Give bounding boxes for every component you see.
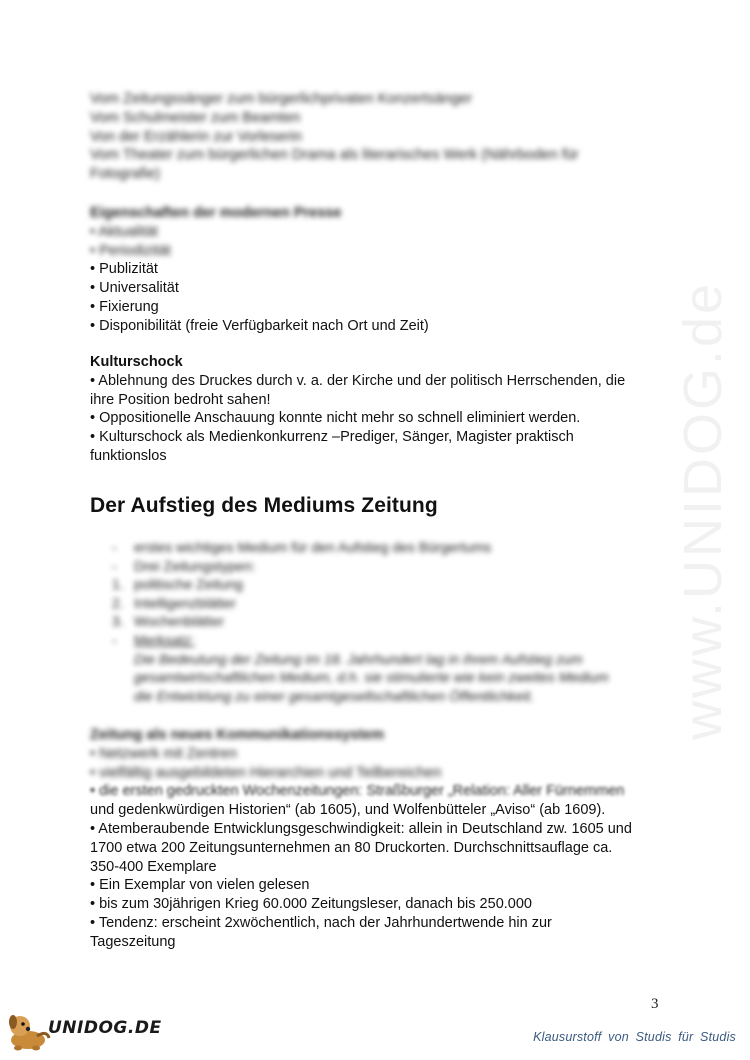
kommunikation-line: • Netzwerk mit Zentren	[90, 745, 237, 762]
presse-heading: Eigenschaften der modernen Presse	[90, 205, 342, 221]
list-marker: -	[112, 539, 117, 555]
unidog-logo[interactable]	[6, 1010, 162, 1052]
presse-item: • Publizität	[90, 261, 158, 278]
intro-line: Von der Erzählerin zur Vorleserin	[90, 128, 302, 145]
intro-line: Vom Theater zum bürgerlichen Drama als literarisches Werk (Nährboden für	[90, 147, 579, 164]
kulturschock-section	[90, 353, 670, 466]
presse-item: • Universalität	[90, 280, 179, 297]
section-heading: Der Aufstieg des Mediums Zeitung	[90, 494, 438, 517]
dog-icon	[6, 1010, 52, 1052]
kommunikation-line: • Tendenz: erscheint 2xwöchentlich, nach der Jahrhundertwende hin zur	[90, 914, 552, 931]
kulturschock-line: ihre Position bedroht sahen!	[90, 391, 271, 408]
kommunikation-line: Tageszeitung	[90, 933, 176, 950]
list-text: erstes wichtiges Medium für den Aufstieg des Bürgertums	[134, 539, 492, 555]
watermark-text: www.UNIDOG.de	[673, 280, 733, 740]
list-item	[112, 631, 632, 650]
list-item	[112, 594, 632, 613]
list-text: Merksatz:	[134, 631, 195, 648]
merksatz-line: gesamtwirtschaftlichen Medium, d.h. sie stimulierte wie kein zweites Medium	[134, 669, 609, 686]
list-text: Intelligenzblätter	[134, 594, 236, 611]
presse-item: • Fixierung	[90, 298, 159, 315]
list-text: politische Zeitung	[134, 576, 243, 593]
list-marker: -	[112, 557, 117, 574]
intro-paragraph	[90, 90, 670, 184]
intro-line: Vom Zeitungssänger zum bürgerlichprivaten Konzertsänger	[90, 91, 473, 107]
logo-text: UNIDOG.DE	[48, 1018, 162, 1038]
kulturschock-heading: Kulturschock	[90, 354, 183, 370]
footer-slogan: Klausurstoff von Studis für Studis	[533, 1030, 736, 1044]
merksatz-line: Die Bedeutung der Zeitung im 18. Jahrhundert lag in ihrem Aufstieg zum	[134, 650, 583, 667]
kommunikation-line: • vielfältig ausgebildeten Hierarchien und Teilbereichen	[90, 764, 442, 781]
aufstieg-list	[112, 538, 632, 705]
list-marker: 3.	[112, 613, 124, 630]
intro-line: Vom Schulmeister zum Beamten	[90, 109, 301, 126]
kommunikation-line: • die ersten gedruckten Wochenzeitungen: Straßburger „Relation: Aller Fürnemmen	[90, 783, 625, 800]
list-marker: -	[112, 631, 117, 648]
kommunikation-line: • bis zum 30jährigen Krieg 60.000 Zeitungsleser, danach bis 250.000	[90, 896, 532, 913]
kulturschock-line: • Kulturschock als Medienkonkurrenz –Prediger, Sänger, Magister praktisch	[90, 429, 574, 446]
list-item	[112, 538, 632, 557]
kulturschock-line: • Ablehnung des Druckes durch v. a. der Kirche und der politisch Herrschenden, die	[90, 372, 626, 389]
list-marker: 2.	[112, 594, 124, 611]
merksatz-line: die Entwicklung zu einer gesamtgesellschaftlichen Öffentlichkeit.	[134, 687, 534, 704]
kommunikation-line: 350-400 Exemplare	[90, 858, 217, 875]
kommunikation-line: und gedenkwürdigen Historien“ (ab 1605), und Wolfenbütteler „Aviso“ (ab 1609).	[90, 802, 606, 819]
kulturschock-line: • Oppositionelle Anschauung konnte nicht mehr so schnell eliminiert werden.	[90, 410, 581, 427]
kulturschock-line: funktionslos	[90, 447, 167, 464]
list-text: Drei Zeitungstypen:	[134, 557, 256, 574]
presse-item: • Disponibilität (freie Verfügbarkeit nach Ort und Zeit)	[90, 317, 429, 334]
kommunikation-line: • Ein Exemplar von vielen gelesen	[90, 877, 310, 894]
kommunikation-line: • Atemberaubende Entwicklungsgeschwindigkeit: allein in Deutschland zw. 1605 und	[90, 820, 632, 837]
kommunikation-heading: Zeitung als neues Kommunikationssystem	[90, 727, 385, 743]
intro-line: Fotografie)	[90, 166, 161, 183]
list-marker: 1.	[112, 576, 124, 593]
kommunikation-section	[90, 726, 670, 952]
presse-section	[90, 204, 670, 336]
list-item	[112, 557, 632, 576]
list-item	[112, 612, 632, 631]
page-number: 3	[651, 996, 659, 1012]
list-text: Wochenblätter	[134, 613, 225, 630]
list-item	[112, 575, 632, 594]
presse-item: • Aktualität	[90, 223, 158, 240]
presse-item: • Periodizität	[90, 242, 171, 259]
kommunikation-line: 1700 etwa 200 Zeitungsunternehmen an 80 Druckorten. Durchschnittsauflage ca.	[90, 839, 613, 856]
